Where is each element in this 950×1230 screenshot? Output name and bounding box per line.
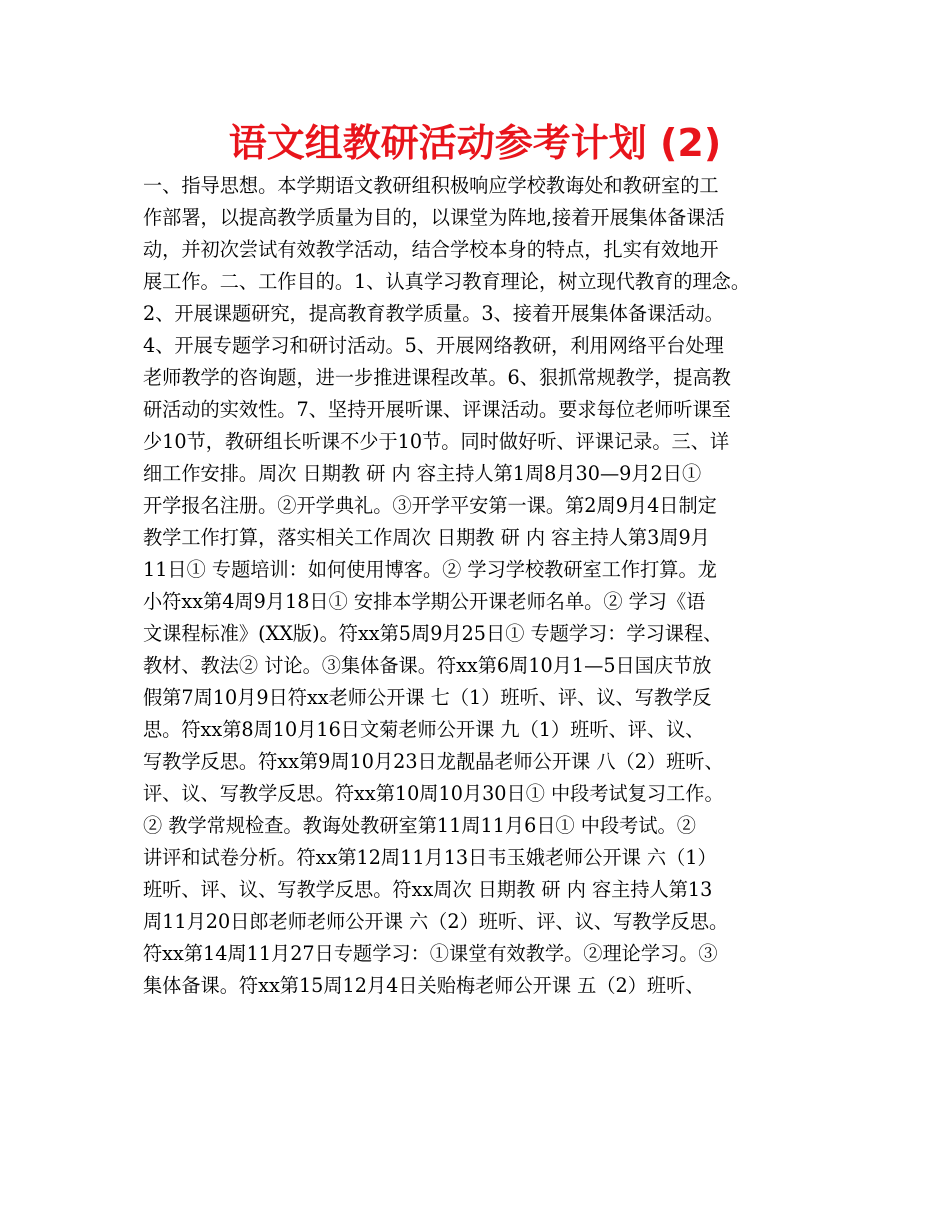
body-line: 小符xx第4周9月18日① 安排本学期公开课老师名单。② 学习《语 [143,590,706,613]
body-line: 评、议、写教学反思。符xx第10周10月30日① 中段考试复习工作。 [143,782,724,805]
body-line: 写教学反思。符xx第9周10月23日龙靓晶老师公开课 八（2）班听、 [143,750,724,773]
body-line: 4、开展专题学习和研讨活动。5、开展网络教研，利用网络平台处理 [143,334,724,357]
body-line: 思。符xx第8周10月16日文菊老师公开课 九（1）班听、评、议、 [143,718,705,741]
body-line: 作部署，以提高教学质量为目的，以课堂为阵地,接着开展集体备课活 [143,206,725,229]
body-line: ② 教学常规检查。教诲处教研室第11周11月6日① 中段考试。② [143,814,696,837]
body-line: 周11月20日郎老师老师公开课 六（2）班听、评、议、写教学反思。 [143,910,729,933]
body-line: 开学报名注册。②开学典礼。③开学平安第一课。第2周9月4日制定 [143,494,717,517]
body-line: 动，并初次尝试有效教学活动，结合学校本身的特点，扎实有效地开 [143,238,719,261]
document-body [143,170,813,1002]
body-line: 符xx第14周11月27日专题学习：①课堂有效教学。②理论学习。③ [143,942,718,965]
body-line: 少10节，教研组长听课不少于10节。同时做好听、评课记录。三、详 [143,430,730,453]
body-line: 集体备课。符xx第15周12月4日关贻梅老师公开课 五（2）班听、 [143,974,705,997]
body-line: 一、指导思想。本学期语文教研组积极响应学校教诲处和教研室的工 [143,174,719,197]
document-title: 语文组教研活动参考计划 (2) [228,121,722,165]
body-line: 教材、教法② 讨论。③集体备课。符xx第6周10月1—5日国庆节放 [143,654,712,677]
body-line: 文课程标准》(XX版)。符xx第5周9月25日① 专题学习：学习课程、 [143,622,723,645]
body-line: 研活动的实效性。7、坚持开展听课、评课活动。要求每位老师听课至 [143,398,731,421]
body-line: 教学工作打算，落实相关工作周次 日期教 研 内 容主持人第3周9月 [143,526,710,549]
body-line: 假第7周10月9日符xx老师公开课 七（1）班听、评、议、写教学反 [143,686,712,709]
body-line: 展工作。二、工作目的。1、认真学习教育理论，树立现代教育的理念。 [143,270,751,293]
body-line: 老师教学的咨询题，进一步推进课程改革。6、狠抓常规教学，提高教 [143,366,731,389]
body-line: 讲评和试卷分析。符xx第12周11月13日韦玉娥老师公开课 六（1） [143,846,717,869]
body-line: 细工作安排。周次 日期教 研 内 容主持人第1周8月30—9月2日① [143,462,702,485]
body-line: 2、开展课题研究，提高教育教学质量。3、接着开展集体备课活动。 [143,302,724,325]
body-line: 11日① 专题培训：如何使用博客。② 学习学校教研室工作打算。龙 [143,558,717,581]
body-line: 班听、评、议、写教学反思。符xx周次 日期教 研 内 容主持人第13 [143,878,713,901]
